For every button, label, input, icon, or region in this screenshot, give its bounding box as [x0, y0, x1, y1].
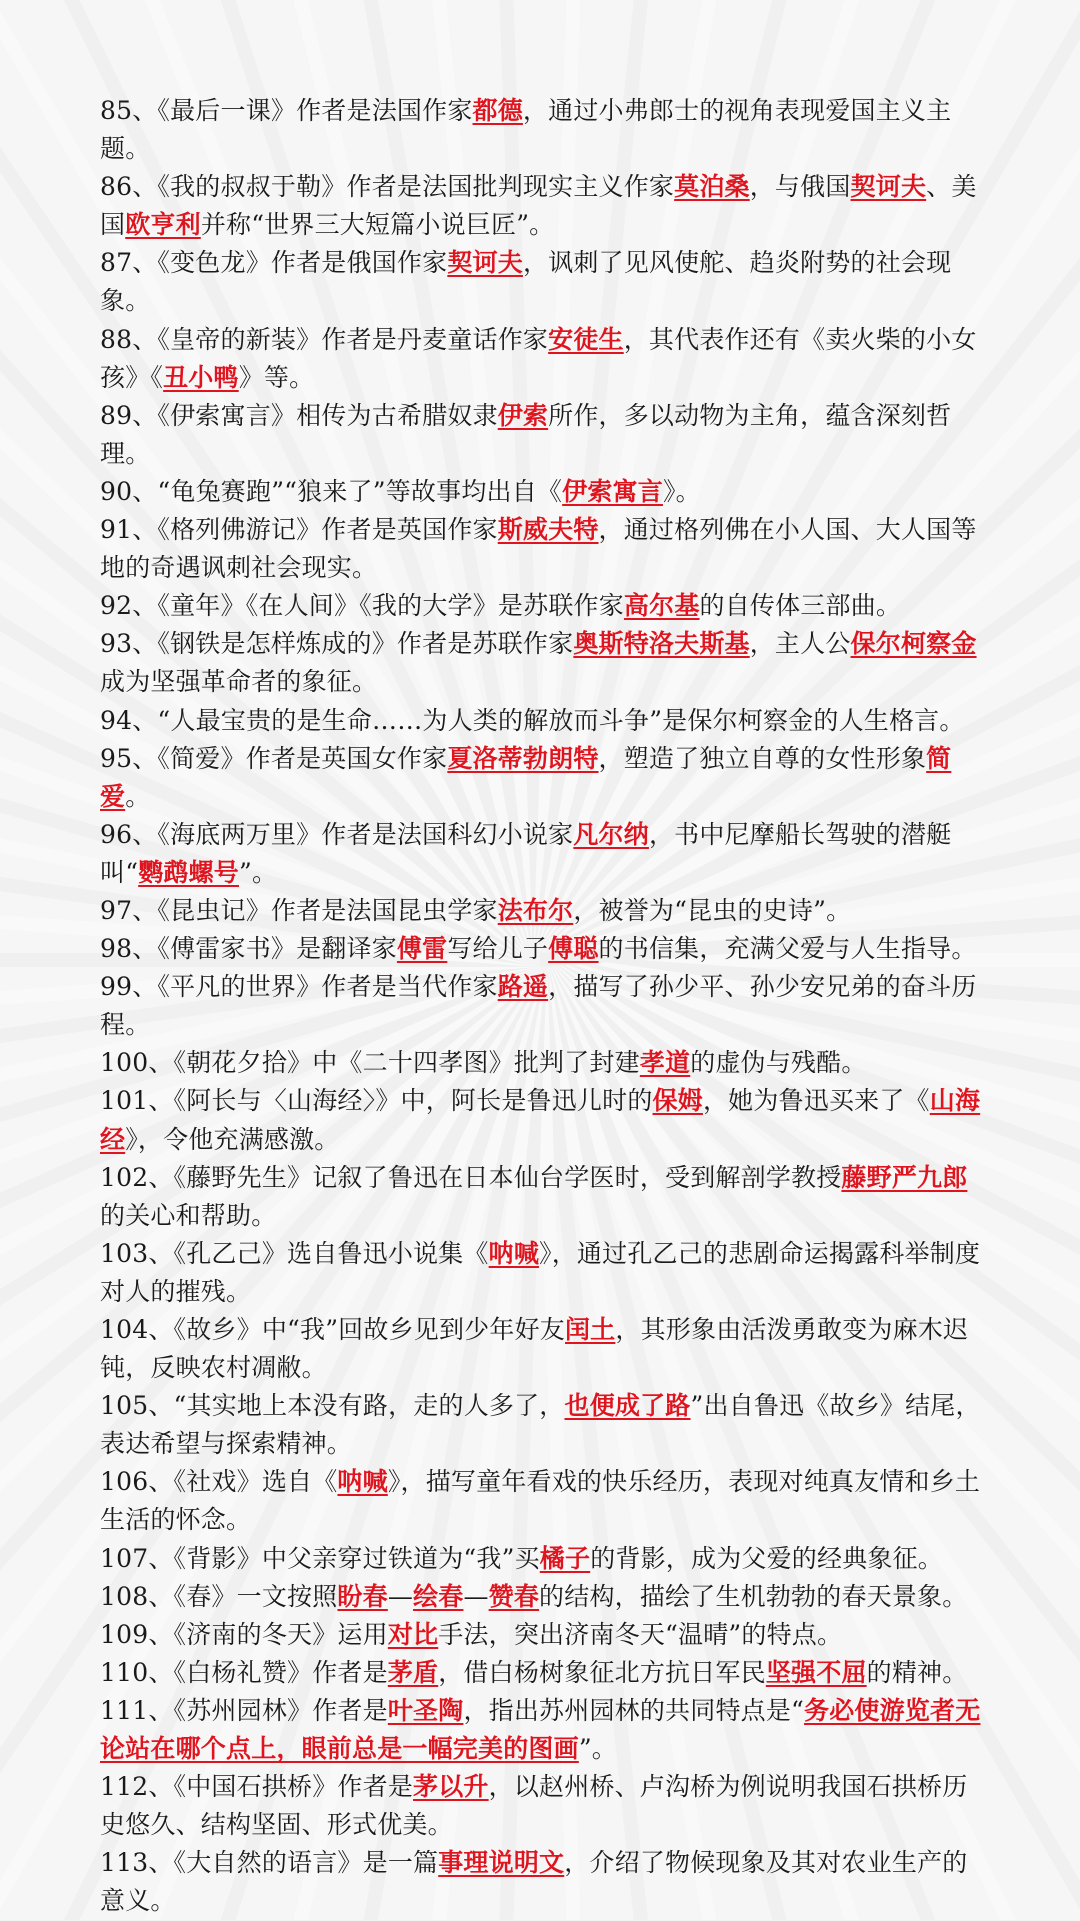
highlighted-answer: 绘春	[413, 1581, 464, 1611]
knowledge-list	[100, 92, 988, 1921]
list-item	[100, 1159, 988, 1235]
entry-text: ，她为鲁迅买来了《	[702, 1086, 930, 1116]
entry-text: ，主人公	[749, 629, 851, 659]
list-item	[100, 1844, 988, 1920]
highlighted-answer: 务必使游览者无论站在哪个点上，眼前总是一幅完美的图画	[100, 1695, 981, 1764]
highlighted-answer: 高尔基	[623, 591, 700, 621]
highlighted-answer: 呐喊	[337, 1467, 388, 1497]
highlighted-answer: 藤野严九郎	[841, 1162, 968, 1192]
highlighted-answer: 茅盾	[387, 1657, 439, 1687]
entry-text: 86、《我的叔叔于勒》作者是法国批判现实主义作家	[100, 172, 675, 202]
highlighted-answer: 赞春	[488, 1581, 540, 1611]
list-item	[100, 740, 988, 816]
entry-text: 的精神。	[866, 1657, 968, 1687]
highlighted-answer: 茅以升	[413, 1772, 489, 1802]
highlighted-answer: 保姆	[652, 1086, 703, 1116]
entry-text: 111、《苏州园林》作者是	[100, 1695, 388, 1725]
entry-text: ”出自鲁迅《故乡》结尾，表达希望与探索精神。	[100, 1391, 981, 1459]
entry-text: 的书信集，充满父爱与人生指导。	[598, 934, 977, 964]
entry-text: 》，描写童年看戏的快乐经历，表现对纯真友情和乡土生活的怀念。	[100, 1467, 981, 1535]
entry-text: ，借白杨树象征北方抗日军民	[438, 1657, 766, 1687]
entry-text: 、美国	[100, 172, 977, 240]
highlighted-answer: 呐喊	[488, 1238, 540, 1268]
list-item	[100, 1654, 988, 1692]
entry-text: 105、“其实地上本没有路，走的人多了，	[100, 1391, 565, 1421]
entry-text: 》等。	[238, 362, 315, 392]
list-item	[100, 1082, 988, 1158]
highlighted-answer: 对比	[387, 1619, 439, 1649]
entry-text: 89、《伊索寓言》相传为古希腊奴隶	[100, 400, 498, 430]
entry-text: —	[463, 1581, 489, 1611]
entry-text: 》。	[662, 476, 701, 506]
entry-text: 99、《平凡的世界》作者是当代作家	[100, 972, 498, 1002]
highlighted-answer: 伊索	[497, 400, 549, 430]
entry-text: 94、“人最宝贵的是生命……为人类的解放而斗争”是保尔柯察金的人生格言。	[100, 705, 965, 735]
list-item	[100, 702, 988, 740]
highlighted-answer: 孝道	[639, 1048, 691, 1078]
list-item	[100, 930, 988, 968]
entry-text: 写给儿子	[447, 934, 549, 964]
highlighted-answer: 莫泊桑	[674, 172, 750, 202]
entry-text: ，与俄国	[749, 172, 851, 202]
entry-text: ，通过小弗郎士的视角表现爱国主义主题。	[100, 96, 952, 164]
entry-text: ，介绍了物候现象及其对农业生产的意义。	[100, 1848, 968, 1916]
entry-text: 101、《阿长与〈山海经〉》中，阿长是鲁迅儿时的	[100, 1086, 653, 1116]
list-item	[100, 816, 988, 892]
highlighted-answer: 盼春	[337, 1581, 388, 1611]
list-item	[100, 587, 988, 625]
list-item	[100, 625, 988, 701]
entry-text: 106、《社戏》选自《	[100, 1467, 338, 1497]
entry-text: 113、《大自然的语言》是一篇	[100, 1848, 439, 1878]
list-item	[100, 968, 988, 1044]
list-item	[100, 1616, 988, 1654]
highlighted-answer: 契诃夫	[447, 248, 523, 278]
highlighted-answer: 简爱	[100, 743, 952, 811]
list-item	[100, 1692, 988, 1768]
entry-text: ，通过格列佛在小人国、大人国等地的奇遇讽刺社会现实。	[100, 515, 977, 583]
entry-text: ，以赵州桥、卢沟桥为例说明我国石拱桥历史悠久、结构坚固、形式优美。	[100, 1772, 968, 1840]
list-item	[100, 1311, 988, 1387]
list-item	[100, 892, 988, 930]
list-item	[100, 321, 988, 397]
list-item	[100, 92, 988, 168]
entry-text: 成为坚强革命者的象征。	[100, 667, 378, 697]
entry-text: ，被誉为“昆虫的史诗”。	[573, 895, 852, 925]
list-item	[100, 168, 988, 244]
highlighted-answer: 鹦鹉螺号	[138, 857, 239, 887]
entry-text: 112、《中国石拱桥》作者是	[100, 1772, 414, 1802]
highlighted-answer: 路遥	[497, 972, 549, 1002]
entry-text: ，讽刺了见风使舵、趋炎附势的社会现象。	[100, 248, 952, 316]
entry-text: 104、《故乡》中“我”回故乡见到少年好友	[100, 1315, 565, 1344]
entry-text: 88、《皇帝的新装》作者是丹麦童话作家	[100, 324, 549, 354]
entry-text: 95、《简爱》作者是英国女作家	[100, 743, 448, 773]
highlighted-answer: 都德	[472, 96, 523, 125]
entry-text: 87、《变色龙》作者是俄国作家	[100, 248, 448, 278]
highlighted-answer: 伊索寓言	[562, 476, 663, 506]
highlighted-answer: 安徒生	[548, 324, 624, 354]
entry-text: 85、《最后一课》作者是法国作家	[100, 96, 473, 125]
highlighted-answer: 橘子	[539, 1543, 591, 1573]
highlighted-answer: 斯威夫特	[497, 515, 599, 545]
entry-text: 108、《春》一文按照	[100, 1581, 338, 1611]
highlighted-answer: 闰土	[564, 1315, 616, 1344]
entry-text: 100、《朝花夕拾》中《二十四孝图》批判了封建	[100, 1048, 640, 1078]
entry-text: ”。	[578, 1734, 617, 1764]
entry-text: 110、《白杨礼赞》作者是	[100, 1657, 388, 1687]
highlighted-answer: 凡尔纳	[573, 819, 649, 849]
list-item	[100, 1235, 988, 1311]
highlighted-answer: 也便成了路	[564, 1391, 691, 1421]
entry-text: ，书中尼摩船长驾驶的潜艇叫“	[100, 819, 952, 887]
entry-text: 并称“世界三大短篇小说巨匠”。	[200, 210, 555, 240]
highlighted-answer: 坚强不屈	[765, 1657, 867, 1687]
highlighted-answer: 事理说明文	[438, 1848, 565, 1878]
entry-text: 107、《背影》中父亲穿过铁道为“我”买	[100, 1543, 540, 1573]
list-item	[100, 1387, 988, 1463]
highlighted-answer: 傅聪	[548, 934, 599, 964]
list-item	[100, 1578, 988, 1616]
entry-text: —	[387, 1581, 414, 1611]
entry-text: 手法，突出济南冬天“温晴”的特点。	[438, 1619, 843, 1649]
entry-text: 90、“龟兔赛跑”“狼来了”等故事均出自《	[100, 476, 563, 506]
entry-text: 所作，多以动物为主角，蕴含深刻哲理。	[100, 400, 952, 468]
entry-text: 的结构，描绘了生机勃勃的春天景象。	[539, 1581, 968, 1611]
entry-text: ，其形象由活泼勇敢变为麻木迟钝，反映农村凋敝。	[100, 1315, 969, 1383]
highlighted-answer: 欧亨利	[125, 210, 201, 240]
highlighted-answer: 丑小鸭	[163, 362, 239, 392]
highlighted-answer: 叶圣陶	[387, 1695, 464, 1725]
entry-text: 的自传体三部曲。	[699, 591, 902, 621]
entry-text: 96、《海底两万里》作者是法国科幻小说家	[100, 819, 574, 849]
list-item	[100, 1540, 988, 1578]
entry-text: ，其代表作还有《卖火柴的小女孩》《	[100, 324, 977, 392]
list-item	[100, 511, 988, 587]
entry-text: 109、《济南的冬天》运用	[100, 1619, 388, 1649]
entry-text: 的关心和帮助。	[100, 1200, 277, 1230]
entry-text: 。	[125, 781, 151, 811]
highlighted-answer: 傅雷	[396, 934, 448, 964]
list-item	[100, 397, 988, 473]
highlighted-answer: 保尔柯察金	[850, 629, 977, 659]
entry-text: 98、《傅雷家书》是翻译家	[100, 934, 397, 964]
entry-text: 的背影，成为父爱的经典象征。	[590, 1543, 943, 1573]
list-item	[100, 1768, 988, 1844]
highlighted-answer: 奥斯特洛夫斯基	[573, 629, 750, 659]
highlighted-answer: 契诃夫	[850, 172, 927, 202]
entry-text: ，描写了孙少平、孙少安兄弟的奋斗历程。	[100, 972, 977, 1040]
entry-text: ，塑造了独立自尊的女性形象	[598, 743, 927, 773]
entry-text: 》，令他充满感激。	[125, 1124, 340, 1154]
entry-text: ，指出苏州园林的共同特点是“	[463, 1695, 805, 1725]
list-item	[100, 1463, 988, 1539]
entry-text: 91、《格列佛游记》作者是英国作家	[100, 515, 498, 545]
entry-text: 92、《童年》《在人间》《我的大学》是苏联作家	[100, 591, 624, 621]
highlighted-answer: 夏洛蒂勃朗特	[447, 743, 599, 773]
entry-text: 的虚伪与残酷。	[690, 1048, 867, 1078]
entry-text: 97、《昆虫记》作者是法国昆虫学家	[100, 895, 498, 925]
entry-text: 》，通过孔乙己的悲剧命运揭露科举制度对人的摧残。	[100, 1238, 981, 1306]
entry-text: ”。	[239, 857, 278, 887]
entry-text: 93、《钢铁是怎样炼成的》作者是苏联作家	[100, 629, 574, 659]
list-item	[100, 244, 988, 320]
list-item	[100, 473, 988, 511]
list-item	[100, 1044, 988, 1082]
highlighted-answer: 法布尔	[497, 895, 574, 925]
entry-text: 103、《孔乙己》选自鲁迅小说集《	[100, 1238, 489, 1268]
highlighted-answer: 山海经	[100, 1086, 981, 1154]
entry-text: 102、《藤野先生》记叙了鲁迅在日本仙台学医时，受到解剖学教授	[100, 1162, 842, 1192]
